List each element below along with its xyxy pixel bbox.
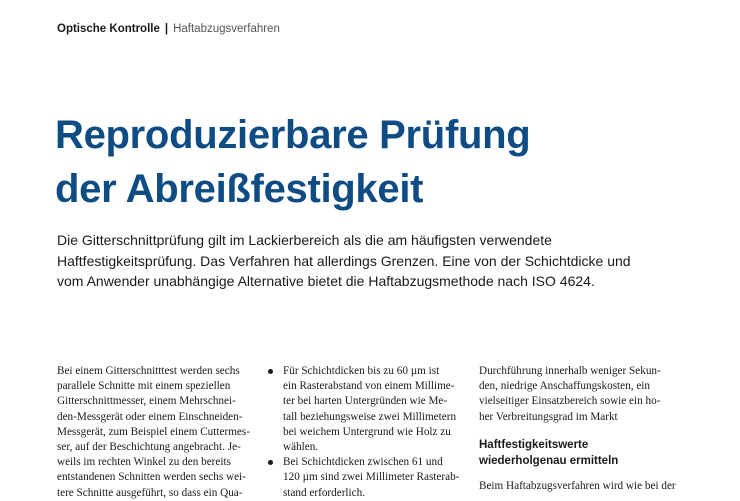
bullet-item [268,364,468,455]
title-line-1: Reproduzierbare Prüfung [55,113,531,157]
body-line: ser, auf der Beschichtung angebracht. Je- [57,441,241,454]
body-line: wählen. [283,441,319,454]
body-line: 120 µm sind zwei Millimeter Rasterab- [283,471,460,484]
body-column-1 [57,364,252,501]
title-line-2: der Abreißfestigkeit [55,167,424,211]
body-line: bei weichem Untergrund wie Holz zu [283,425,451,438]
body-line: parallele Schnitte mit einem speziellen [57,380,231,393]
bullet-dot-icon [268,369,273,374]
lead-line: vom Anwender unabhängige Alternative bietet die Haftabzugsmethode nach ISO 4624. [57,273,595,289]
body-line: tere Schnitte ausgeführt, so dass ein Qua- [57,486,243,499]
sub-heading-line: wiederholgenau ermitteln [479,454,619,467]
body-column-2 [268,364,468,501]
body-line: vielseitiger Einsatzbereich sowie ein ho- [479,395,661,408]
lead-line: Haftfestigkeitsprüfung. Das Verfahren hat allerdings Grenzen. Eine von der Schichtdicke und [57,252,631,269]
body-line: stand erforderlich. [283,486,366,499]
body-line: Bei einem Gitterschnitttest werden sechs [57,365,240,377]
section-label: Optische Kontrolle [57,23,160,35]
sub-heading-line: Haftfestigkeitswerte [479,438,589,451]
body-line: Durchführung innerhalb weniger Sekun- [479,365,661,377]
body-line: Messgerät, zum Beispiel einem Cuttermes- [57,425,250,438]
body-line: tall beziehungsweise zwei Millimetern [283,410,457,423]
body-line: ein Rasterabstand von einem Millime- [283,380,455,393]
body-line: Gitterschnittmesser, einem Mehrschnei- [57,395,236,408]
lead-line: Die Gitterschnittprüfung gilt im Lackierbereich als die am häufigsten verwendete [57,232,552,248]
article-title [55,108,695,216]
body-line: den-Messgerät oder einem Einschneiden- [57,410,243,423]
body-line: Bei Schichtdicken zwischen 61 und [283,456,443,469]
sub-heading [479,437,679,469]
bullet-item [268,455,468,501]
body-column-3 [479,364,679,494]
page-header [57,22,280,36]
body-line: her Verbreitungsgrad im Markt [479,410,618,423]
body-line: Beim Haftabzugsverfahren wird wie bei der [479,479,676,492]
bullet-dot-icon [268,460,273,465]
body-line: den, niedrige Anschaffungskosten, ein [479,380,650,393]
body-line: ter bei harten Untergründen wie Me- [283,395,448,408]
header-separator: | [164,23,169,35]
topic-label: Haftabzugsverfahren [173,23,280,35]
body-line: Für Schichtdicken bis zu 60 µm ist [283,365,440,377]
lead-paragraph [57,230,697,292]
body-line: entstandenen Schnitten werden sechs wei- [57,471,246,484]
body-line: weils im rechten Winkel zu den bereits [57,456,231,469]
